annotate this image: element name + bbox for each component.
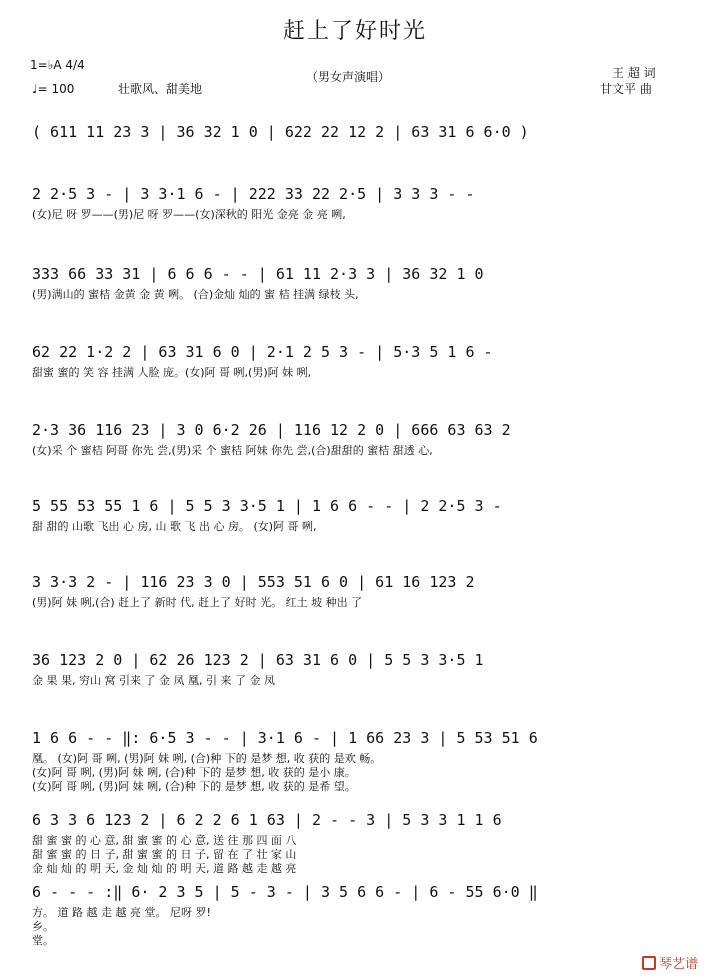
key-signature: 1=♭A 4/4	[30, 58, 85, 72]
notation-line: 36 123 2 0 | 62 26 123 2 | 63 31 6 0 | 5 5 3 3·5 1	[32, 651, 484, 669]
notation-line: 62 22 1·2 2 | 63 31 6 0 | 2·1 2 5 3 - | 5·3 5 1 6 -	[32, 343, 493, 361]
score-row	[32, 648, 678, 686]
lyric-line: (男)满山的 蜜桔 金黄 金 黄 咧。 (合)金灿 灿的 蜜 桔 挂满 绿枝 头,	[32, 288, 359, 300]
lyric-line: 甜 甜的 山歌 飞出 心 房, 山 歌 飞 出 心 房。 (女)阿 哥 咧,	[32, 520, 317, 532]
lyric-line: 金 果 果, 穷山 窝 引来 了 金 凤 凰, 引 来 了 金 凤	[32, 674, 275, 686]
lyricist: 王 超 词	[612, 66, 656, 80]
lyric-line: 凰。 (女)阿 哥 咧, (男)阿 妹 咧, (合)种 下的 是梦 想, 收 获的 是欢 畅。	[32, 752, 382, 764]
lyric-line: (女)阿 哥 咧, (男)阿 妹 咧, (合)种 下的 是梦 想, 收 获的 是希 望。	[32, 780, 356, 792]
composer: 甘文平 曲	[600, 82, 652, 96]
notation-line: ( 611 11 23 3 | 36 32 1 0 | 622 22 12 2 | 63 31 6 6·0 )	[32, 123, 529, 141]
style-mark: 壮歌风、甜美地	[118, 82, 203, 96]
score-row	[32, 120, 678, 144]
song-title: 赶上了好时光	[282, 19, 427, 44]
lyric-line: 甜 蜜 蜜 的 心 意, 甜 蜜 蜜 的 心 意, 送 往 那 四 面 八	[32, 834, 297, 846]
score-row	[32, 808, 678, 874]
lyric-line: 乡。	[32, 920, 54, 932]
lyric-line: 方。 道 路 越 走 越 亮 堂。 尼呀 罗!	[32, 906, 211, 918]
lyric-line: (男)阿 妹 咧,(合) 赶上了 新时 代, 赶上了 好时 光。 红土 坡 种出 了	[32, 596, 363, 608]
performance-note: （男女声演唱）	[306, 70, 391, 84]
score-row	[32, 570, 678, 608]
lyric-line: (女)阿 哥 咧, (男)阿 妹 咧, (合)种 下的 是梦 想, 收 获的 是小 康。	[32, 766, 356, 778]
score-row	[32, 418, 678, 456]
lyric-line: 甜蜜 蜜的 笑 容 挂满 人脸 庞。(女)阿 哥 咧,(男)阿 妹 咧,	[32, 366, 312, 378]
tempo-mark: ♩= 100	[32, 82, 75, 96]
lyric-line: 金 灿 灿 的 明 天, 金 灿 灿 的 明 天, 道 路 越 走 越 亮	[32, 862, 297, 874]
lyric-line: (女)采 个 蜜桔 阿哥 你先 尝,(男)采 个 蜜桔 阿妹 你先 尝,(合)甜甜的 蜜桔 甜透 心,	[32, 444, 433, 456]
lyric-line: 甜 蜜 蜜 的 日 子, 甜 蜜 蜜 的 日 子, 留 在 了 壮 家 山	[32, 848, 297, 860]
notation-line: 333 66 33 31 | 6 6 6 - - | 61 11 2·3 3 | 36 32 1 0	[32, 265, 484, 283]
score-row	[32, 340, 678, 378]
notation-line: 6 - - - :‖ 6· 2 3 5 | 5 - 3 - | 3 5 6 6 - | 6 - 55 6·0 ‖	[32, 883, 538, 901]
score-row	[32, 880, 678, 946]
score-row	[32, 494, 678, 532]
notation-line: 3 3·3 2 - | 116 23 3 0 | 553 51 6 0 | 61 16 123 2	[32, 573, 475, 591]
lyric-line: 堂。	[32, 934, 54, 946]
score-row	[32, 182, 678, 220]
site-logo: 琴艺谱	[642, 953, 698, 972]
notation-line: 2 2·5 3 - | 3 3·1 6 - | 222 33 22 2·5 | 3 3 3 - -	[32, 185, 475, 203]
logo-icon	[642, 956, 656, 970]
score-row	[32, 262, 678, 300]
notation-line: 5 55 53 55 1 6 | 5 5 3 3·5 1 | 1 6 6 - - | 2 2·5 3 -	[32, 497, 502, 515]
notation-line: 1 6 6 - - ‖: 6·5 3 - - | 3·1 6 - | 1 66 23 3 | 5 53 51 6	[32, 729, 538, 747]
notation-line: 2·3 36 116 23 | 3 0 6·2 26 | 116 12 2 0 | 666 63 63 2	[32, 421, 511, 439]
notation-line: 6 3 3 6 123 2 | 6 2 2 6 1 63 | 2 - - 3 | 5 3 3 1 1 6	[32, 811, 502, 829]
lyric-line: (女)尼 呀 罗——(男)尼 呀 罗——(女)深秋的 阳光 金亮 金 亮 咧,	[32, 208, 346, 220]
score-row	[32, 726, 678, 792]
